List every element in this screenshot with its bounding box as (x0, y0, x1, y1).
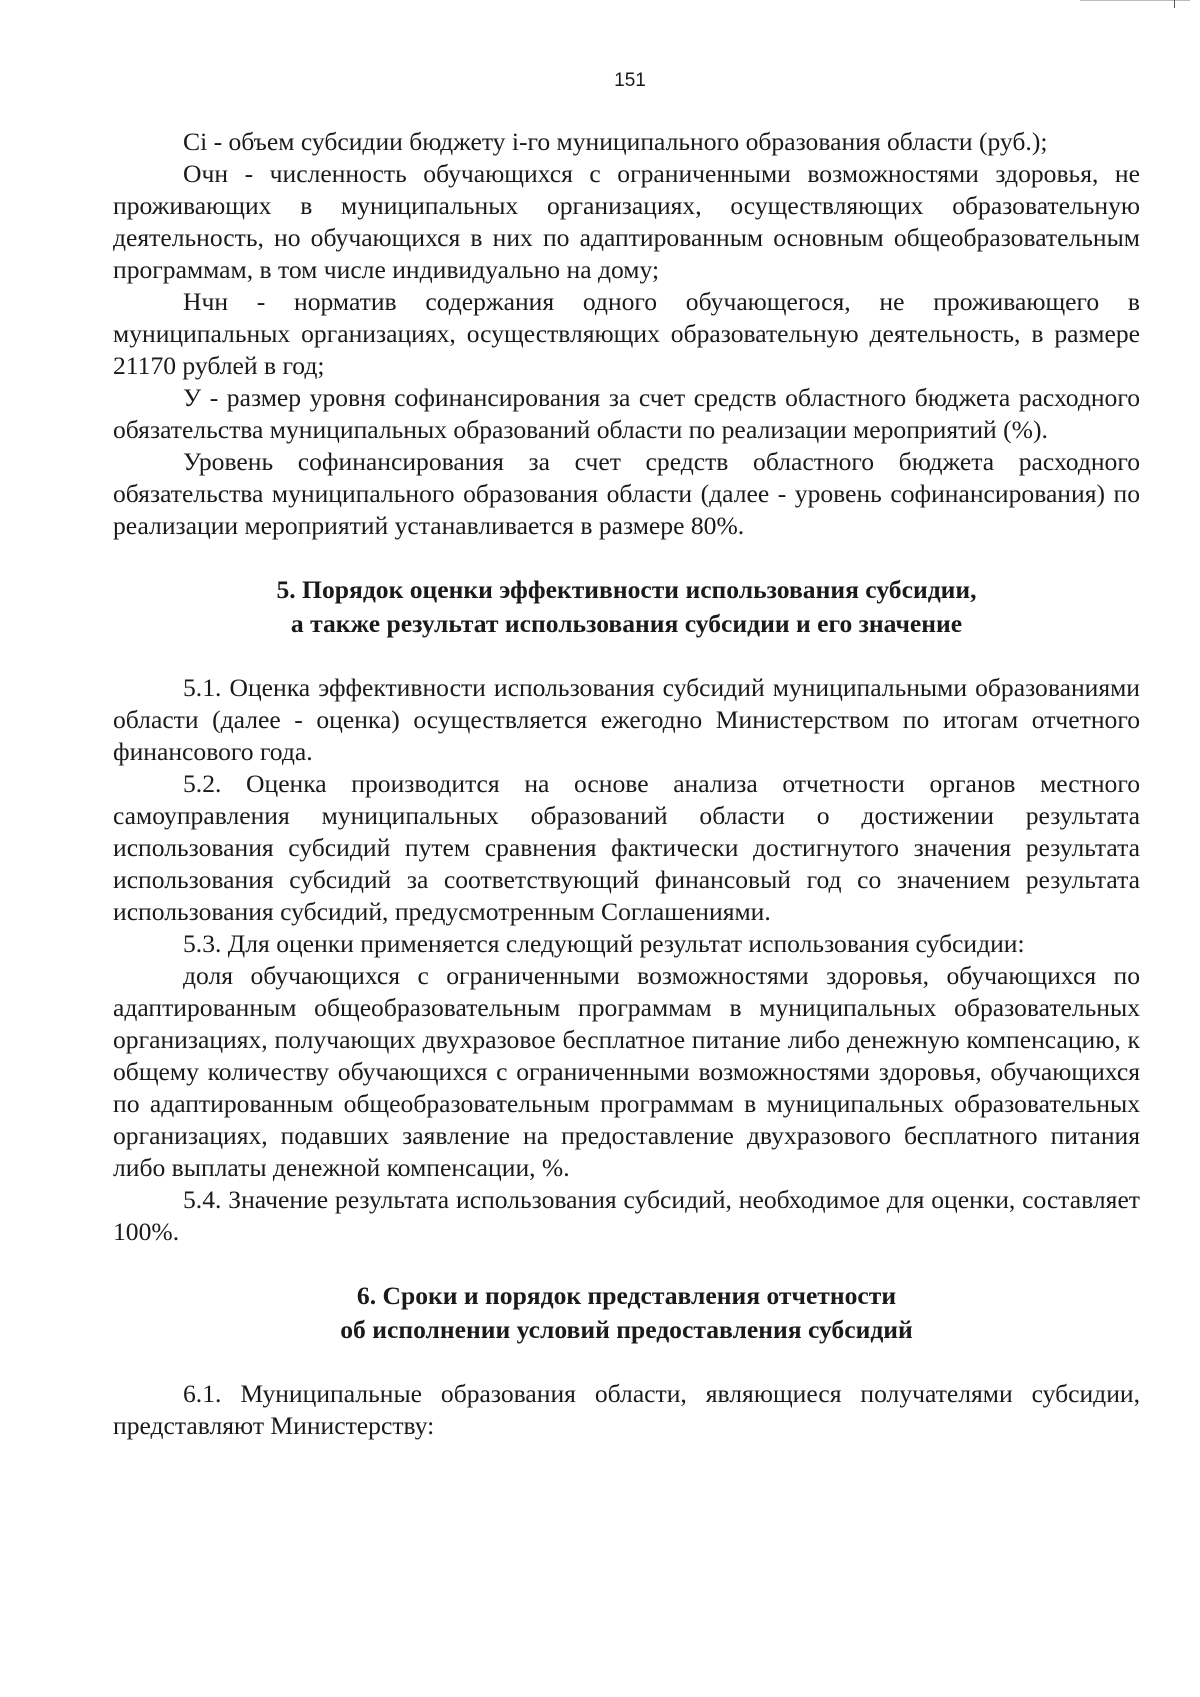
section-5 (113, 573, 1140, 1248)
paragraph-5-3-indicator: доля обучающихся с ограниченными возможностями здоровья, обучающихся по адаптированным общеобразовательным программам в муниципальных образовательных организациях, получающих двухразовое бесплатное питание либо денежную компенсацию, к общему количеству обучающихся с ограниченными возможностями здоровья, обучающихся по адаптированным общеобразовательным программам в муниципальных образовательных организациях, подавших заявление на предоставление двухразового бесплатного питания либо выплаты денежной компенсации, %. (113, 961, 1140, 1182)
paragraph-5-4: 5.4. Значение результата использования субсидий, необходимое для оценки, составляет 100%. (113, 1185, 1140, 1246)
section-5-heading-line-1: 5. Порядок оценки эффективности использования субсидии, (276, 575, 977, 604)
section-6-heading-line-1: 6. Сроки и порядок представления отчетности (356, 1281, 897, 1310)
section-6 (113, 1279, 1140, 1442)
paragraph-cofinancing-level: Уровень софинансирования за счет средств областного бюджета расходного обязательства муниципального образования области (далее - уровень софинансирования) по реализации мероприятий устанавливается в размере 80%. (113, 447, 1140, 540)
paragraph-ci: Ci - объем субсидии бюджету i-го муниципального образования области (руб.); (183, 127, 1048, 156)
section-6-heading-line-2: об исполнении условий предоставления субсидий (340, 1315, 913, 1344)
paragraph-ochn: Очн - численность обучающихся с ограниченными возможностями здоровья, не проживающих в муниципальных организациях, осуществляющих образовательную деятельность, но обучающихся в них по адаптированным основным общеобразовательным программам, в том числе индивидуально на дому; (113, 159, 1140, 284)
paragraph-5-2: 5.2. Оценка производится на основе анализа отчетности органов местного самоуправления муниципальных образований области о достижении результата использования субсидий путем сравнения фактически достигнутого значения результата использования субсидий за соответствующий финансовый год со значением результата использования субсидий, предусмотренным Соглашениями. (113, 769, 1140, 926)
document-body (113, 126, 1140, 1442)
paragraph-nchn: Нчн - норматив содержания одного обучающегося, не проживающего в муниципальных организациях, осуществляющих образовательную деятельность, в размере 21170 рублей в год; (113, 287, 1140, 380)
paragraph-u: У - размер уровня софинансирования за счет средств областного бюджета расходного обязательства муниципальных образований области по реализации мероприятий (%). (113, 383, 1140, 444)
paragraph-5-1: 5.1. Оценка эффективности использования субсидий муниципальными образованиями области (далее - оценка) осуществляется ежегодно Министерством по итогам отчетного финансового года. (113, 673, 1140, 766)
paragraph-5-3: 5.3. Для оценки применяется следующий результат использования субсидии: (183, 929, 1025, 958)
section-5-heading-line-2: а также результат использования субсидии и его значение (290, 609, 963, 638)
scan-edge-tick (1174, 0, 1175, 8)
page-number: 151 (614, 70, 646, 91)
paragraph-6-1: 6.1. Муниципальные образования области, являющиеся получателями субсидии, представляют Министерству: (113, 1379, 1140, 1440)
